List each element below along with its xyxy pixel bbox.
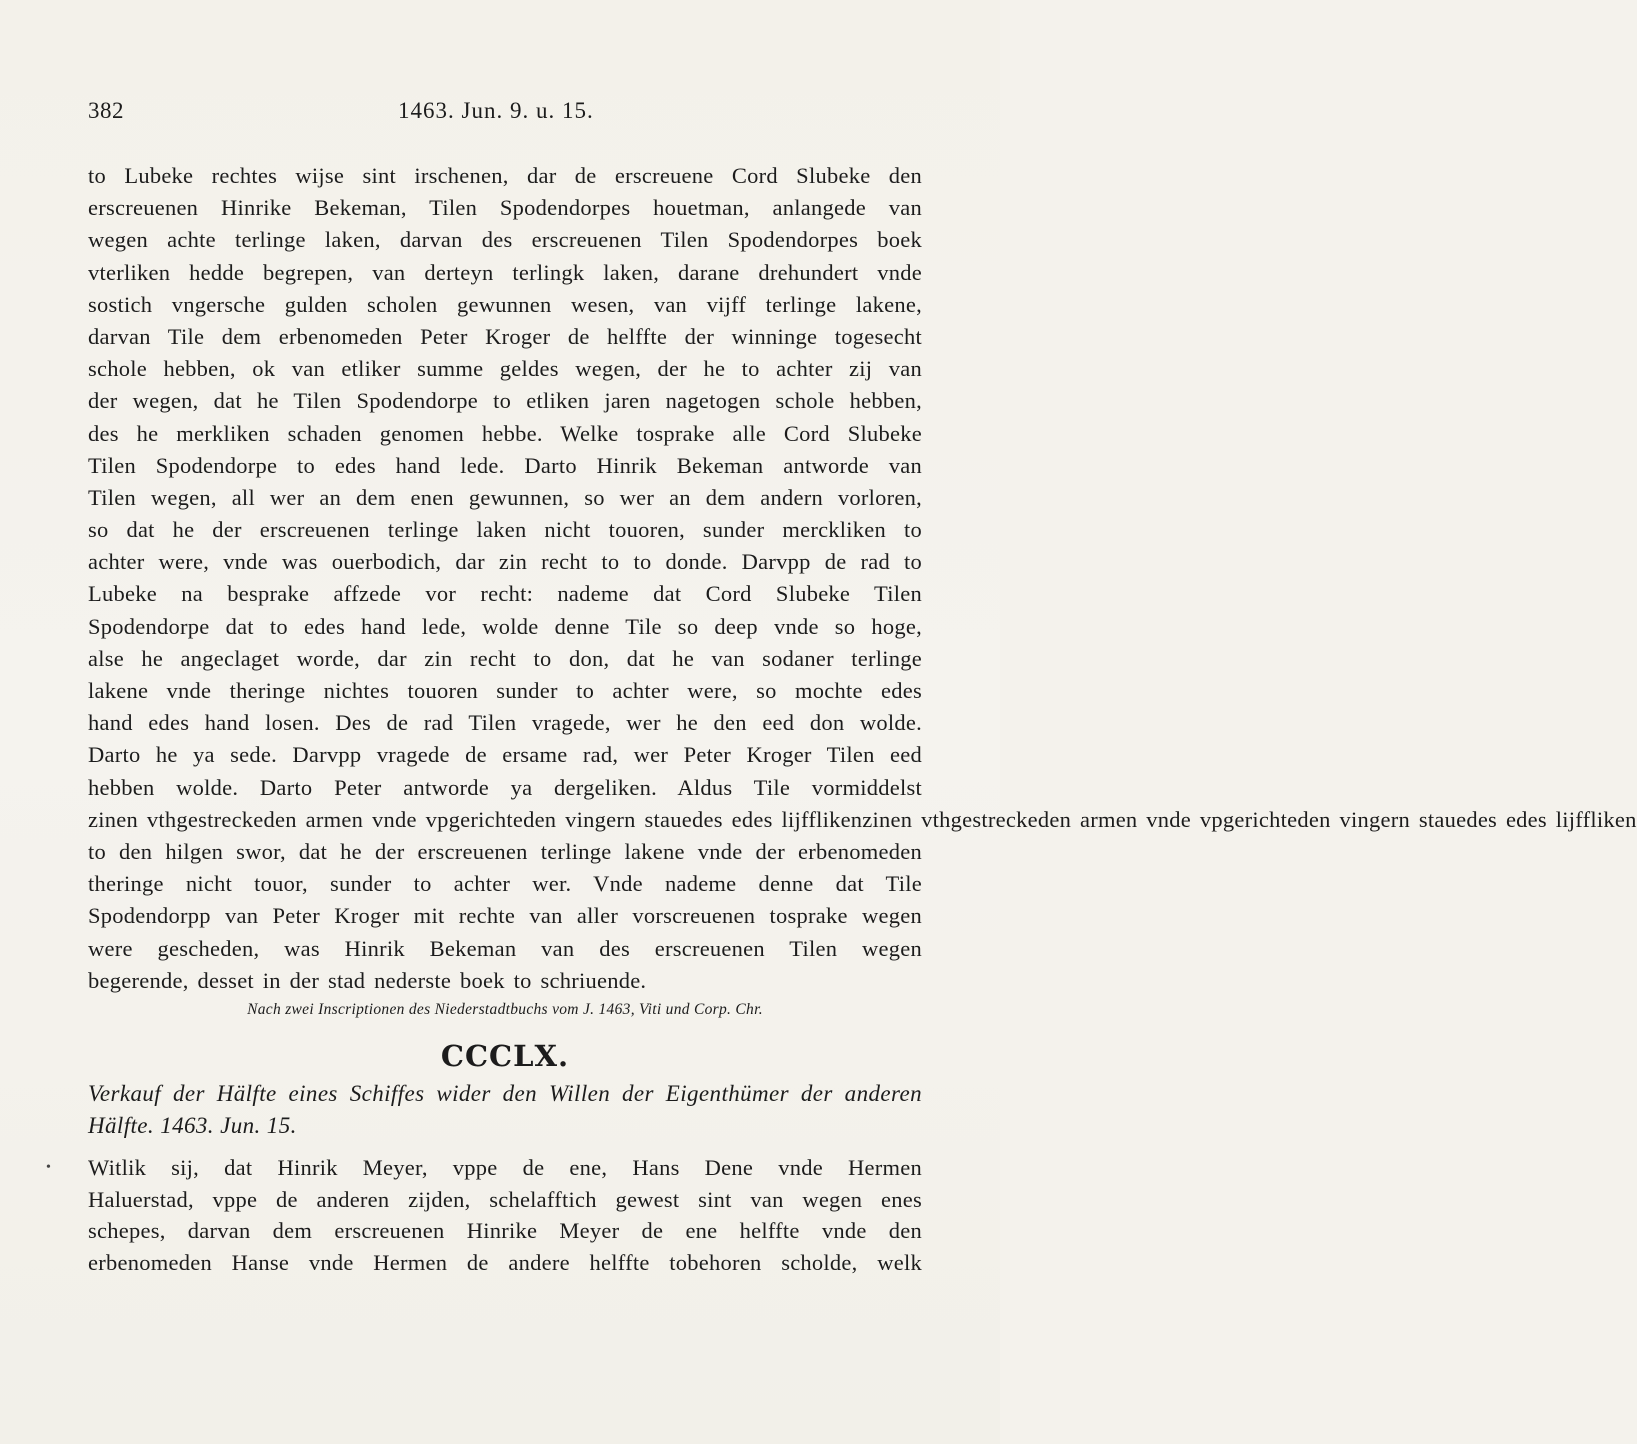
body-line: alse he angeclaget worde, dar zin recht to don, dat he van sodaner terlinge	[88, 645, 922, 671]
heading-line-last: Hälfte. 1463. Jun. 15.	[88, 1113, 297, 1138]
source-note: Nach zwei Inscriptionen des Niederstadtbuchs vom J. 1463, Viti und Corp. Chr.	[247, 1001, 763, 1018]
document-text	[88, 1152, 922, 1278]
running-head	[88, 96, 922, 126]
body-line: Tilen wegen, all wer an dem enen gewunnen, so wer an dem andern vorloren,	[88, 484, 922, 510]
document-number: CCCLX.	[440, 1039, 570, 1073]
body-text	[88, 160, 1637, 997]
heading-line: Verkauf der Hälfte eines Schiffes wider den Willen der Eigenthümer der anderen	[88, 1081, 922, 1106]
body-line: zinen vthgestreckeden armen vnde vpgerichteden vingern stauedes edes lijfflikenzinen vthgestreckeden armen vnde vpgerichteden vingern stauedes edes lijffliken	[88, 806, 1637, 832]
body-line: schole hebben, ok van etliker summe geldes wegen, der he to achter zij van	[88, 356, 922, 382]
body-line: Spodendorpe dat to edes hand lede, wolde denne Tile so deep vnde so hoge,	[88, 613, 922, 639]
document-line: Witlik sij, dat Hinrik Meyer, vppe de ene, Hans Dene vnde Hermen	[88, 1155, 922, 1180]
header-date: 1463. Jun. 9. u. 15.	[398, 98, 594, 123]
body-line: lakene vnde theringe nichtes touoren sunder to achter were, so mochte edes	[88, 678, 922, 703]
document-line: schepes, darvan dem erscreuenen Hinrike Meyer de ene helffte vnde den	[88, 1218, 922, 1243]
body-line: Spodendorpp van Peter Kroger mit rechte van aller vorscreuenen tosprake wegen	[88, 903, 922, 929]
body-line: so dat he der erscreuenen terlinge laken nicht touoren, sunder merckliken to	[88, 517, 922, 543]
body-line: des he merkliken schaden genomen hebbe. Welke tosprake alle Cord Slubeke	[88, 420, 922, 446]
margin-mark: •	[46, 1160, 51, 1175]
body-line: achter were, vnde was ouerbodich, dar zin recht to to donde. Darvpp de rad to	[88, 549, 922, 575]
document-line: erbenomeden Hanse vnde Hermen de andere helffte tobehoren scholde, welk	[88, 1249, 922, 1275]
body-line: to den hilgen swor, dat he der erscreuenen terlinge lakene vnde der erbenomeden	[88, 838, 922, 864]
body-line: wegen achte terlinge laken, darvan des erscreuenen Tilen Spodendorpes boek	[88, 227, 922, 253]
body-line: vterliken hedde begrepen, van derteyn terlingk laken, darane drehundert vnde	[88, 259, 922, 285]
body-line: were gescheden, was Hinrik Bekeman van des erscreuenen Tilen wegen	[88, 935, 922, 961]
body-line: Lubeke na besprake affzede vor recht: nademe dat Cord Slubeke Tilen	[88, 581, 922, 607]
body-line: darvan Tile dem erbenomeden Peter Kroger de helffte der winninge togesecht	[88, 323, 922, 349]
body-line: Darto he ya sede. Darvpp vragede de ersame rad, wer Peter Kroger Tilen eed	[88, 742, 922, 768]
page-number: 382	[88, 98, 124, 123]
body-line: sostich vngersche gulden scholen gewunnen wesen, van vijff terlinge lakene,	[88, 291, 922, 317]
body-line: hand edes hand losen. Des de rad Tilen vragede, wer he den eed don wolde.	[88, 710, 922, 736]
body-line: Tilen Spodendorpe to edes hand lede. Darto Hinrik Bekeman antworde van	[88, 452, 922, 478]
document-heading	[88, 1078, 922, 1142]
body-line: erscreuenen Hinrike Bekeman, Tilen Spodendorpes houetman, anlangede van	[88, 195, 922, 221]
body-line-last: begerende, desset in der stad nederste boek to schriuende.	[88, 967, 647, 993]
body-line: theringe nicht touor, sunder to achter wer. Vnde nademe denne dat Tile	[88, 871, 922, 897]
document-line: Haluerstad, vppe de anderen zijden, schelafftich gewest sint van wegen enes	[88, 1186, 922, 1212]
body-line: hebben wolde. Darto Peter antworde ya dergeliken. Aldus Tile vormiddelst	[88, 774, 922, 800]
body-line: der wegen, dat he Tilen Spodendorpe to etliken jaren nagetogen schole hebben,	[88, 388, 922, 414]
body-line: to Lubeke rechtes wijse sint irschenen, dar de erscreuene Cord Slubeke den	[88, 163, 922, 188]
